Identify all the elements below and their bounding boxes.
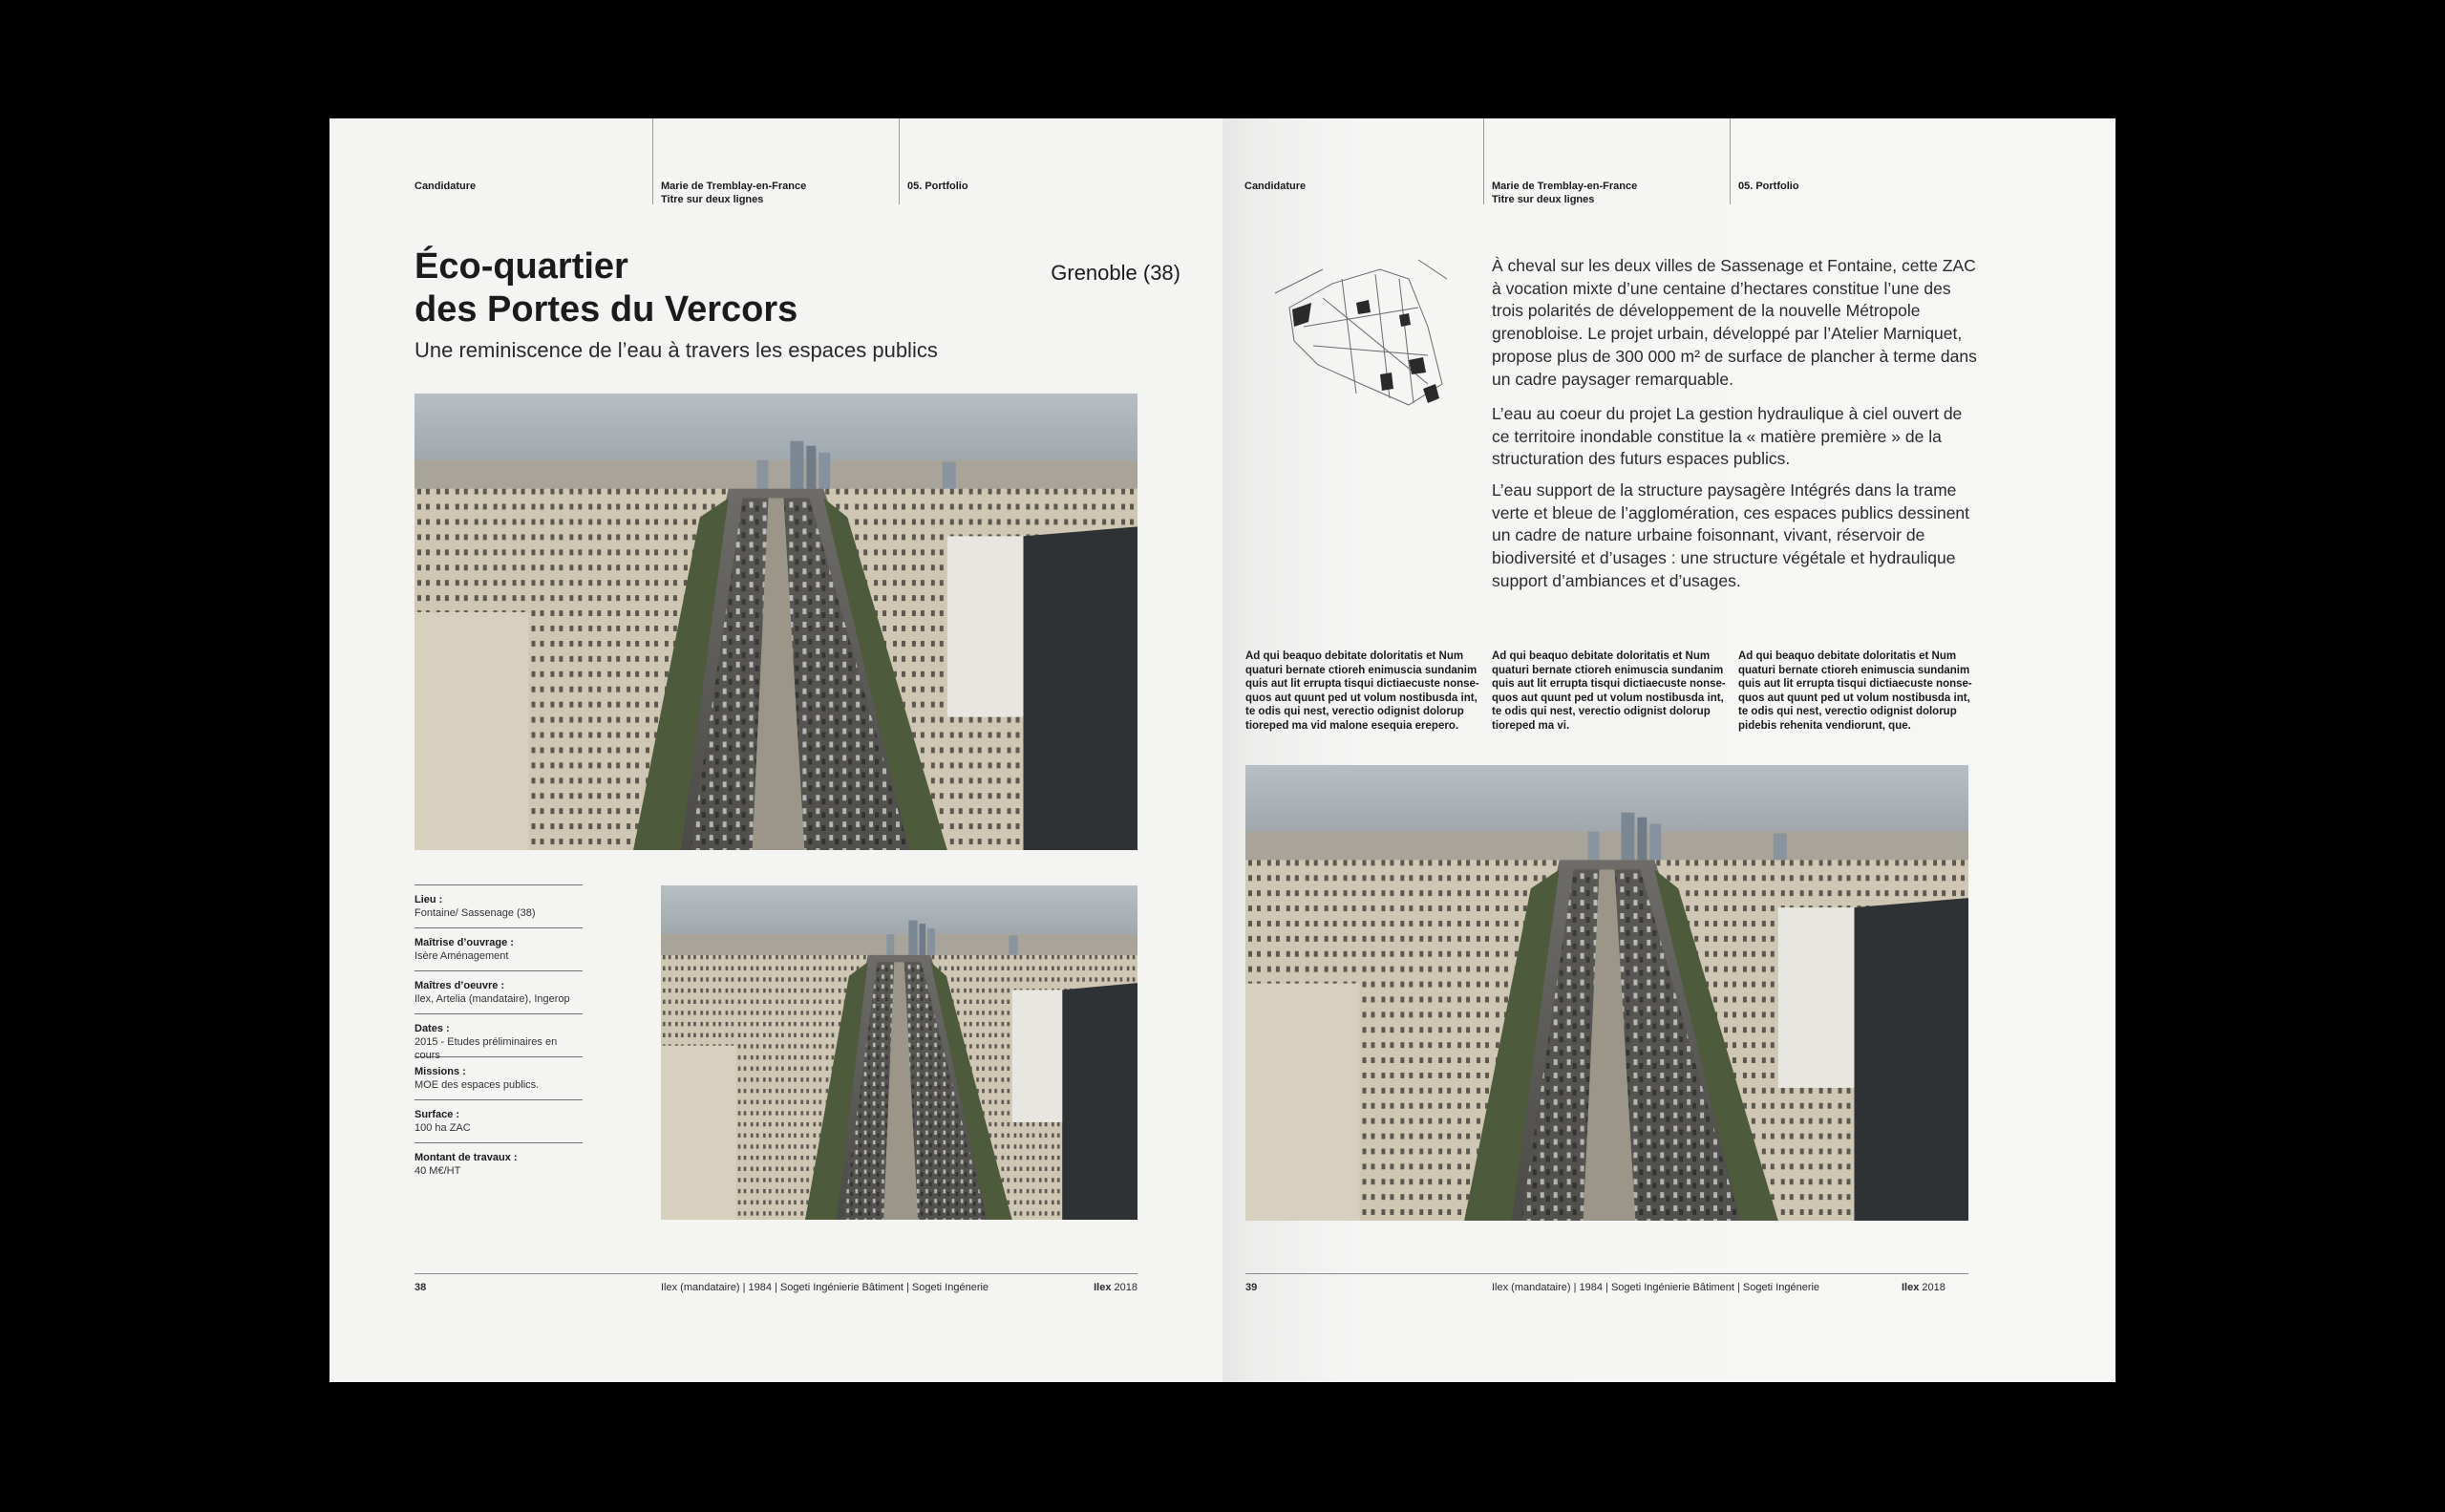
text-column-2: Ad qui beaquo debitate doloritatis et Num quaturi bernate ctioreh enimuscia sundanim quis aut lit errupta tisqui dictiaecuste nonse-quos aut quunt ped ut volum nostibusda int, te odis qui nest, verectio odignist dolorup tioreped ma vi. xyxy=(1492,650,1726,732)
text-column-3: Ad qui beaquo debitate doloritatis et Num quaturi bernate ctioreh enimuscia sundanim quis aut lit errupta tisqui dictiaecuste nonse-quos aut quunt ped ut volum nostibusda int, te odis qui nest, verectio odignist dolorup pidebis rehenita vendiorunt, que. xyxy=(1738,650,1972,732)
header-divider xyxy=(1483,118,1484,204)
water-paragraph: L’eau au coeur du projet La gestion hydraulique à ciel ouvert de ce territoire inondable constitue la « matière première » de la structuration des futurs espaces publics. xyxy=(1492,404,1963,469)
project-info xyxy=(415,884,583,1185)
page-number: 38 xyxy=(415,1282,427,1293)
project-location: Grenoble (38) xyxy=(1051,261,1180,285)
project-title xyxy=(415,245,797,331)
header-divider xyxy=(652,118,653,204)
header-section: 05. Portfolio xyxy=(1738,181,1799,192)
main-photo xyxy=(415,394,1137,850)
footer-brand-name: Ilex xyxy=(1902,1282,1920,1293)
header-client-line2: Titre sur deux lignes xyxy=(661,194,764,205)
page-number: 39 xyxy=(1245,1282,1258,1293)
header-candidature: Candidature xyxy=(1244,181,1307,192)
right-page xyxy=(1222,118,2115,1382)
right-main-photo xyxy=(1245,765,1968,1221)
header-client xyxy=(1492,180,1637,206)
project-title-line1: Éco-quartier xyxy=(415,246,628,287)
landscape-paragraph: L’eau support de la structure paysagère Intégrés dans la trame verte et bleue de l’agglomération, ces espaces publics dessinent un cadre de nature urbaine foisonnant, vivant, réservoir de biodiversité et d’usages : une structure végétale et hydraulique support d’ambiances et d’usages. xyxy=(1492,480,1970,590)
info-dates: Dates : 2015 - Etudes préliminaires en cours xyxy=(415,1013,583,1056)
secondary-photo xyxy=(661,885,1137,1220)
project-title-line2: des Portes du Vercors xyxy=(415,289,798,330)
info-budget: Montant de travaux : 40 M€/HT xyxy=(415,1142,583,1185)
info-missions: Missions : MOE des espaces publics. xyxy=(415,1056,583,1099)
site-plan-map xyxy=(1265,250,1456,417)
info-surface: Surface : 100 ha ZAC xyxy=(415,1099,583,1142)
footer-brand-name: Ilex xyxy=(1094,1282,1112,1293)
footer-brand xyxy=(1902,1282,1945,1293)
footer-credits: Ilex (mandataire) | 1984 | Sogeti Ingénierie Bâtiment | Sogeti Ingénerie xyxy=(661,1282,989,1293)
header-client-line1: Marie de Tremblay-en-France xyxy=(661,181,807,192)
header-client xyxy=(661,180,806,206)
footer-credits: Ilex (mandataire) | 1984 | Sogeti Ingénierie Bâtiment | Sogeti Ingénerie xyxy=(1492,1282,1820,1293)
left-page xyxy=(330,118,1222,1382)
info-client: Maîtrise d’ouvrage : Isère Aménagement xyxy=(415,927,583,970)
footer-brand xyxy=(1094,1282,1137,1293)
intro-paragraph: À cheval sur les deux villes de Sassenage et Fontaine, cette ZAC à vocation mixte d’une centaine d’hectares constitue l’une des trois polarités de développement de la nouvelle Métropole grenobloise. Le projet urbain, développé par l’Atelier Marniquet, propose plus de 300 000 m² de surface de plancher à terme dans un cadre paysager remarquable. xyxy=(1492,256,1977,389)
project-subtitle: Une reminiscence de l’eau à travers les espaces publics xyxy=(415,338,938,362)
header-candidature: Candidature xyxy=(415,181,477,192)
footer-year: 2018 xyxy=(1922,1282,1945,1293)
header-client-line2: Titre sur deux lignes xyxy=(1492,194,1595,205)
footer-year: 2018 xyxy=(1114,1282,1137,1293)
magazine-spread xyxy=(330,118,2115,1382)
info-location: Lieu : Fontaine/ Sassenage (38) xyxy=(415,884,583,927)
header-divider xyxy=(899,118,900,204)
header-section: 05. Portfolio xyxy=(907,181,968,192)
info-architects: Maîtres d’oeuvre : Ilex, Artelia (mandataire), Ingerop xyxy=(415,970,583,1013)
header-divider xyxy=(1730,118,1731,204)
footer-rule xyxy=(1245,1273,1968,1274)
footer-rule xyxy=(415,1273,1137,1274)
header-client-line1: Marie de Tremblay-en-France xyxy=(1492,181,1638,192)
text-column-1: Ad qui beaquo debitate doloritatis et Num quaturi bernate ctioreh enimuscia sundanim quis aut lit errupta tisqui dictiaecuste nonse-quos aut quunt ped ut volum nostibusda int, te odis qui nest, verectio odignist dolorup tioreped ma vid malone esequia erepero. xyxy=(1245,650,1479,732)
